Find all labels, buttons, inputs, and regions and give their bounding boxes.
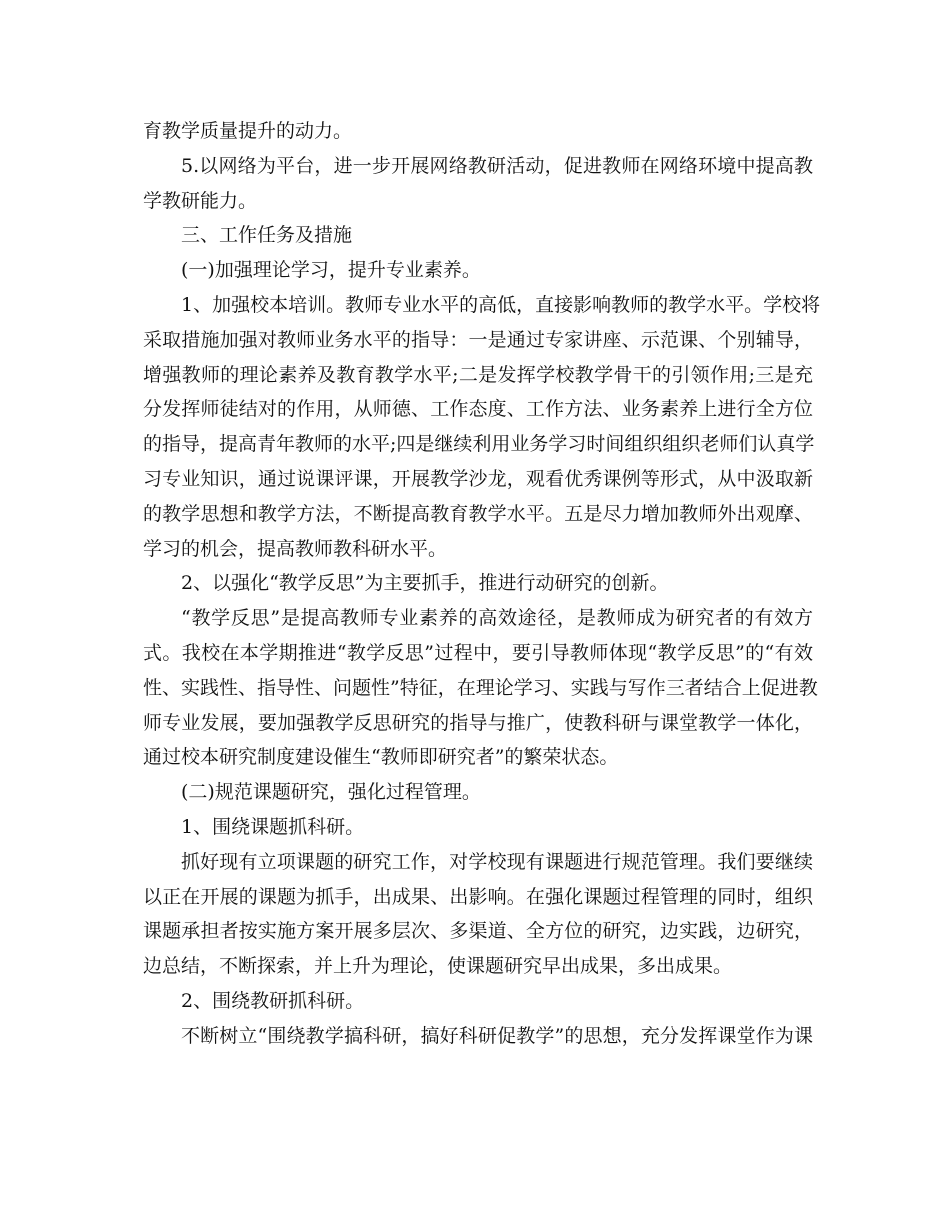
text-line: 1、围绕课题抓科研。 [181, 815, 365, 838]
text-line: 习专业知识，通过说课评课，开展教学沙龙，观看优秀课例等形式，从中汲取新 [143, 467, 813, 490]
text-line: 师专业发展，要加强教学反思研究的指导与推广，使教科研与课堂教学一体化， [143, 711, 813, 734]
text-line: 性、实践性、指导性、问题性”特征，在理论学习、实践与写作三者结合上促进教 [143, 676, 818, 699]
text-line: 边总结，不断探索，并上升为理论，使课题研究早出成果，多出成果。 [143, 955, 733, 978]
text-line: 增强教师的理论素养及教育教学水平;二是发挥学校教学骨干的引领作用;三是充 [143, 363, 813, 386]
text-line: 学教研能力。 [143, 189, 258, 212]
text-line: 课题承担者按实施方案开展多层次、多渠道、全方位的研究，边实践，边研究， [143, 920, 813, 943]
text-line: 的指导，提高青年教师的水平;四是继续利用业务学习时间组织组织老师们认真学 [143, 433, 815, 456]
text-line: 抓好现有立项课题的研究工作，对学校现有课题进行规范管理。我们要继续 [181, 850, 813, 873]
text-line: “教学反思”是提高教师专业素养的高效途径，是教师成为研究者的有效方 [181, 607, 813, 630]
document-body [143, 114, 821, 1054]
text-line: 采取措施加强对教师业务水平的指导：一是通过专家讲座、示范课、个别辅导， [143, 328, 813, 351]
text-line: 2、以强化“教学反思”为主要抓手，推进行动研究的创新。 [181, 572, 669, 595]
text-line: 育教学质量提升的动力。 [143, 120, 353, 142]
text-line: 1、加强校本培训。教师专业水平的高低，直接影响教师的教学水平。学校将 [181, 293, 821, 316]
text-line: 不断树立“围绕教学搞科研，搞好科研促教学”的思想，充分发挥课堂作为课 [181, 1024, 813, 1047]
text-line: 学习的机会，提高教师教科研水平。 [143, 537, 448, 560]
subsection-heading: (一)加强理论学习，提升专业素养。 [181, 259, 481, 282]
text-line: 5.以网络为平台，进一步开展网络教研活动，促进教师在网络环境中提高教 [181, 154, 813, 177]
text-line: 的教学思想和教学方法，不断提高教育教学水平。五是尽力增加教师外出观摩、 [143, 502, 813, 525]
section-heading: 三、工作任务及措施 [181, 224, 353, 247]
text-line: 通过校本研究制度建设催生“教师即研究者”的繁荣状态。 [143, 746, 619, 769]
subsection-heading: (二)规范课题研究，强化过程管理。 [181, 781, 481, 804]
text-line: 式。我校在本学期推进“教学反思”过程中，要引导教师体现“教学反思”的“有效 [143, 641, 813, 664]
text-line: 分发挥师徒结对的作用，从师德、工作态度、工作方法、业务素养上进行全方位 [143, 398, 813, 421]
text-line: 以正在开展的课题为抓手，出成果、出影响。在强化课题过程管理的同时，组织 [143, 885, 813, 908]
text-line: 2、围绕教研抓科研。 [181, 989, 365, 1012]
